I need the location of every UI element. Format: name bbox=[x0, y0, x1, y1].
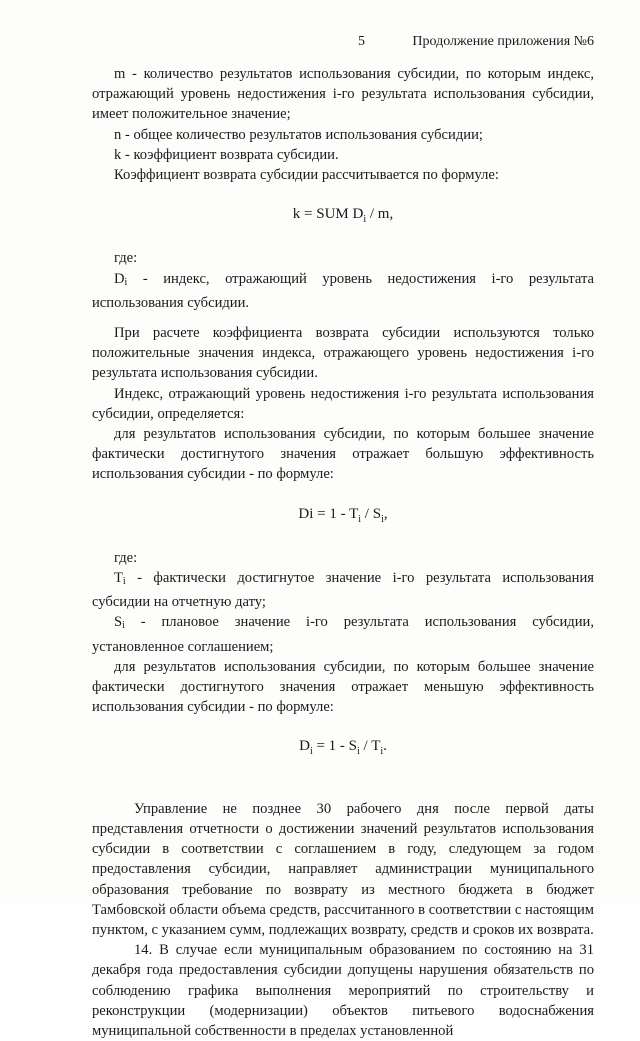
formula-subscript: i bbox=[363, 214, 367, 226]
paragraph-di-definition bbox=[92, 269, 594, 313]
formula-return-coefficient bbox=[92, 204, 594, 230]
formula-subscript: i bbox=[357, 746, 360, 758]
formula-subscript: i bbox=[380, 746, 384, 758]
variable-subscript: i bbox=[124, 276, 128, 288]
paragraph-management-requirement: Управление не позднее 30 рабочего дня после первой даты представления отчетности о достижении значений результатов использования субсидии в соответствии с соглашением в году, следующем за годом предоставления субсидии, направляет администрации муниципального образования требование по возврату из местного бюджета в бюджет Тамбовской области объема средств, рассчитанного в соответствии с настоящим пунктом, с указанием сумм, подлежащих возврату, средств и сроков их возврата. bbox=[92, 800, 594, 938]
paragraph-where-2: где: bbox=[114, 549, 138, 566]
variable-subscript: i bbox=[122, 576, 126, 588]
formula-subscript: i bbox=[309, 746, 313, 758]
paragraph-ti-definition bbox=[92, 568, 594, 612]
page-number: 5 bbox=[358, 34, 365, 49]
paragraph-n-definition: n - общее количество результатов использования субсидии; bbox=[114, 126, 483, 143]
formula-part: / m, bbox=[366, 206, 394, 223]
paragraph-greater-efficiency: для результатов использования субсидии, по которым большее значение фактически достигнутого значения отражает большую эффективность использования субсидии - по формуле: bbox=[92, 426, 594, 483]
formula-part: , bbox=[383, 505, 388, 522]
paragraph-item-14: 14. В случае если муниципальным образованием по состоянию на 31 декабря года предоставления субсидии допущены нарушения обязательств по соблюдению графика выполнения мероприятий по строительству и реконструкции (модернизации) объектов питьевого водоснабжения муниципальной собственности в пределах установленной bbox=[92, 942, 594, 1039]
formula-index-greater-efficiency bbox=[92, 504, 594, 530]
variable-d: D bbox=[114, 270, 125, 287]
formula-part: Di = 1 - T bbox=[298, 505, 359, 522]
formula-part: / S bbox=[361, 505, 382, 522]
paragraph-where: где: bbox=[114, 250, 138, 267]
definition-text: - плановое значение i-го результата использования субсидии, установленное соглашением; bbox=[92, 614, 594, 655]
formula-subscript: i bbox=[381, 513, 384, 525]
paragraph-index-determined: Индекс, отражающий уровень недостижения i-го результата использования субсидии, определяется: bbox=[92, 385, 594, 422]
definition-text: - фактически достигнутое значение i-го результата использования субсидии на отчетную дату; bbox=[92, 570, 594, 611]
variable-subscript: i bbox=[122, 620, 125, 632]
formula-part: = 1 - S bbox=[312, 738, 358, 755]
paragraph-m-definition: m - количество результатов использования субсидии, по которым индекс, отражающий уровень недостижения i-го результата использования субсидии, имеет положительное значение; bbox=[92, 66, 594, 123]
page-header bbox=[92, 26, 594, 54]
variable-s: S bbox=[114, 614, 123, 631]
paragraph-formula-intro: Коэффициент возврата субсидии рассчитывается по формуле: bbox=[114, 167, 499, 184]
document-body bbox=[92, 64, 594, 1041]
formula-part: . bbox=[383, 738, 387, 755]
formula-part: k = SUM D bbox=[292, 206, 364, 223]
formula-part: / T bbox=[359, 738, 381, 755]
variable-t: T bbox=[114, 570, 123, 587]
formula-part: D bbox=[299, 738, 310, 755]
paragraph-positive-values: При расчете коэффициента возврата субсидии используются только положительные значения индекса, отражающего уровень недостижения i-го результата использования субсидии. bbox=[92, 325, 594, 382]
paragraph-si-definition bbox=[92, 612, 594, 656]
definition-text: - индекс, отражающий уровень недостижения i-го результата использования субсидии. bbox=[92, 270, 594, 311]
paragraph-lesser-efficiency: для результатов использования субсидии, по которым большее значение фактически достигнутого значения отражает меньшую эффективность использования субсидии - по формуле: bbox=[92, 658, 594, 716]
appendix-continuation-label: Продолжение приложения №6 bbox=[412, 34, 594, 49]
formula-index-lesser-efficiency bbox=[92, 736, 594, 762]
paragraph-k-definition: k - коэффициент возврата субсидии. bbox=[114, 146, 339, 163]
formula-subscript: i bbox=[358, 513, 362, 525]
